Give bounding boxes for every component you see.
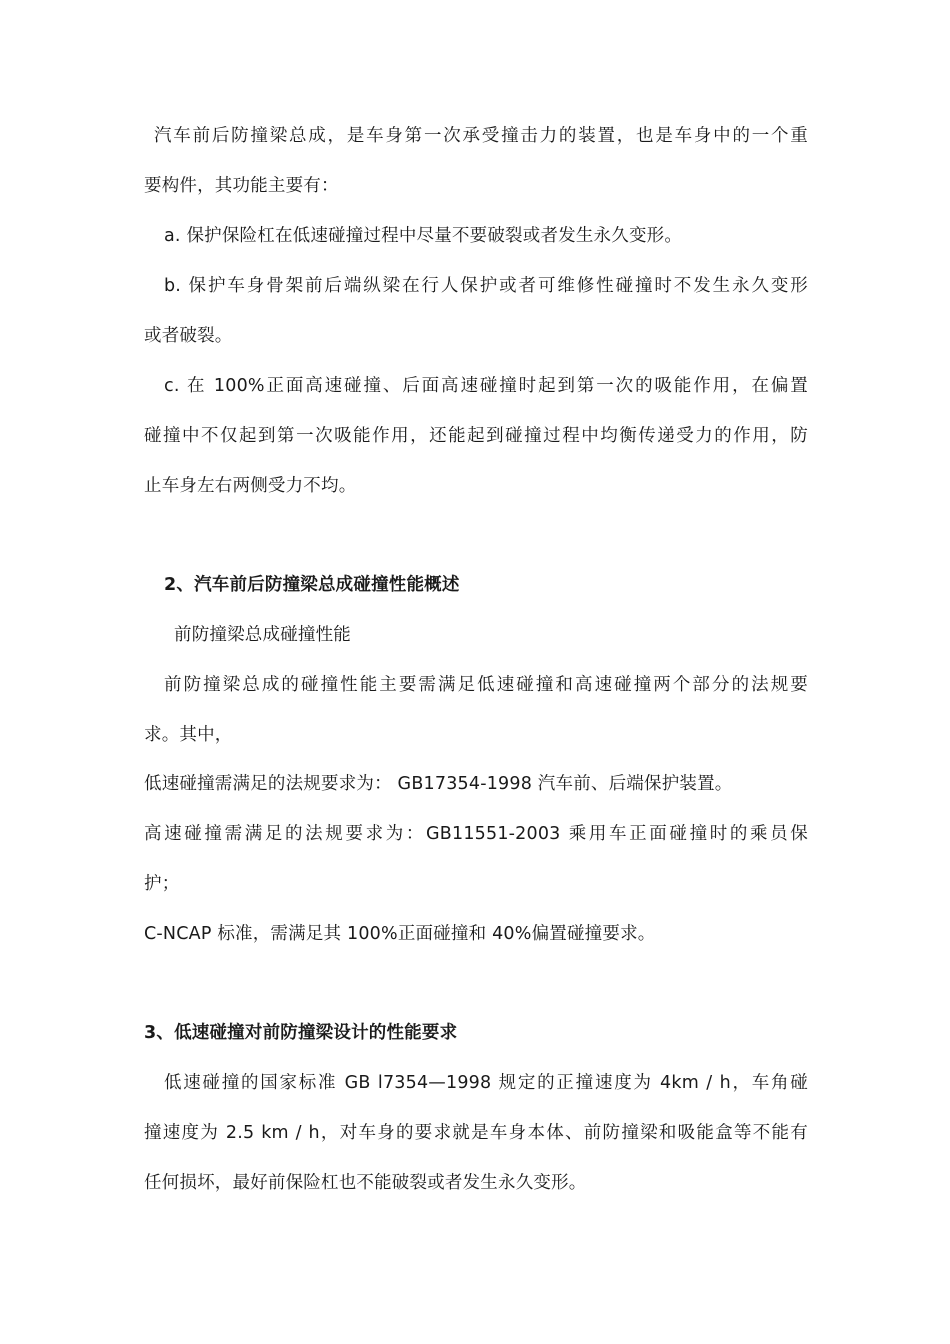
list-item-a: a. 保护保险杠在低速碰撞过程中尽量不要破裂或者发生永久变形。	[164, 226, 683, 246]
list-item-c-line-3: 止车身左右两侧受力不均。	[144, 476, 357, 496]
list-item-c-line-2: 碰撞中不仅起到第一次吸能作用，还能起到碰撞过程中均衡传递受力的作用，防	[144, 426, 808, 446]
list-item-b-line-2: 或者破裂。	[144, 326, 233, 346]
section-3-line-1: 低速碰撞的国家标准 GB l7354—1998 规定的正撞速度为 4km / h，车角碰	[164, 1073, 808, 1093]
section-3-line-2: 撞速度为 2.5 km / h，对车身的要求就是车身本体、前防撞梁和吸能盒等不能有	[144, 1123, 808, 1143]
section-2-paragraph-line-1: 前防撞梁总成的碰撞性能主要需满足低速碰撞和高速碰撞两个部分的法规要	[164, 675, 808, 695]
section-3-heading: 3、低速碰撞对前防撞梁设计的性能要求	[144, 1023, 458, 1043]
low-speed-requirement: 低速碰撞需满足的法规要求为： GB17354-1998 汽车前、后端保护装置。	[144, 774, 733, 794]
section-2-paragraph-line-2: 求。其中，	[144, 725, 233, 745]
high-speed-requirement-line-2: 护；	[144, 874, 180, 894]
intro-line-2: 要构件，其功能主要有：	[144, 176, 339, 196]
list-item-c-line-1: c. 在 100%正面高速碰撞、后面高速碰撞时起到第一次的吸能作用，在偏置	[164, 376, 808, 396]
list-item-b-line-1: b. 保护车身骨架前后端纵梁在行人保护或者可维修性碰撞时不发生永久变形	[164, 276, 808, 296]
high-speed-requirement-line-1: 高速碰撞需满足的法规要求为：GB11551-2003 乘用车正面碰撞时的乘员保	[144, 824, 808, 844]
section-3-line-3: 任何损坏，最好前保险杠也不能破裂或者发生永久变形。	[144, 1173, 587, 1193]
section-2-heading: 2、汽车前后防撞梁总成碰撞性能概述	[164, 575, 460, 595]
section-2-subheading: 前防撞梁总成碰撞性能	[174, 625, 351, 645]
intro-line-1: 汽车前后防撞梁总成，是车身第一次承受撞击力的装置，也是车身中的一个重	[154, 126, 808, 146]
cncap-requirement: C-NCAP 标准，需满足其 100%正面碰撞和 40%偏置碰撞要求。	[144, 924, 656, 944]
